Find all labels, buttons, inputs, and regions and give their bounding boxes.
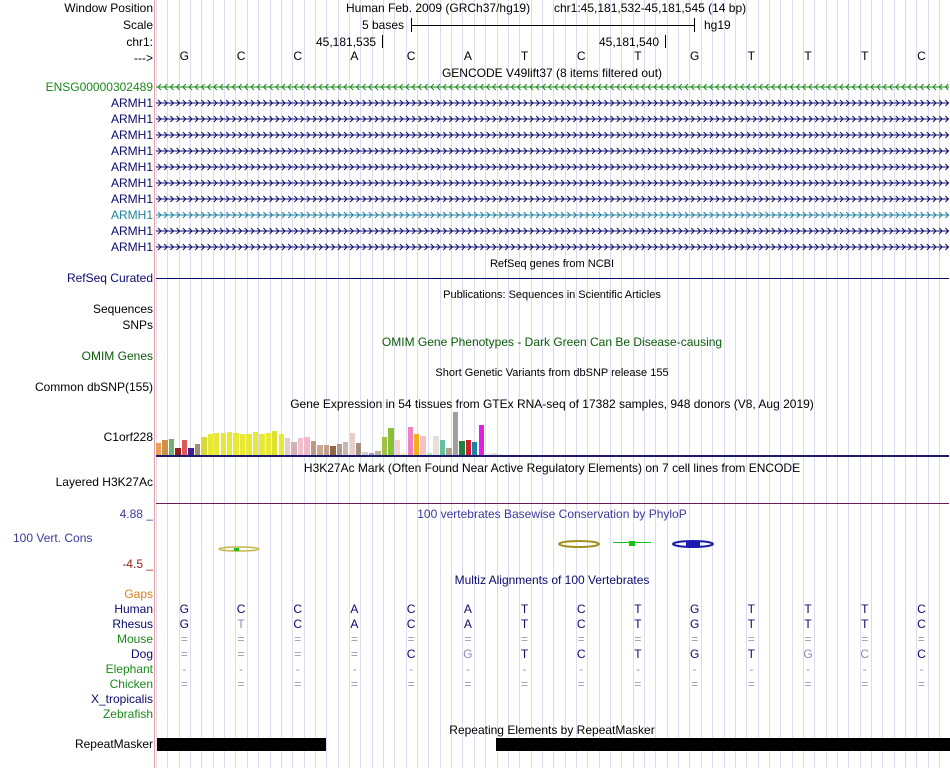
base-letter: G [179,49,190,63]
multiz-base: G [463,647,473,661]
multiz-base: A [350,602,359,616]
gencode-ensg-label[interactable]: ENSG00000302489 [45,80,153,94]
phylop-title: 100 vertebrates Basewise Conservation by PhyloP [417,507,687,521]
multiz-base: G [689,602,700,616]
gtex-bar[interactable] [162,440,167,455]
h3k27ac-line [156,503,949,504]
multiz-base: - [352,662,357,676]
multiz-base: T [520,617,529,631]
gtex-bar[interactable] [472,442,477,455]
strand-arrow: ---> [134,51,153,65]
h3k27ac-label[interactable]: Layered H3K27Ac [55,475,153,489]
gtex-bar[interactable] [395,440,400,455]
gtex-label[interactable]: C1orf228 [103,430,153,444]
base-letter: C [293,49,303,63]
gtex-bar[interactable] [201,437,206,455]
gtex-bar[interactable] [266,433,271,455]
multiz-base: - [522,662,527,676]
gencode-gene-track[interactable] [156,209,949,221]
coords-title: chr1:45,181,532-45,181,545 (14 bp) [554,1,747,15]
multiz-base: - [749,662,754,676]
publications-title: Publications: Sequences in Scientific Articles [443,289,661,301]
multiz-base: = [691,632,699,646]
gencode-gene-track[interactable] [156,225,949,237]
base-letter: C [236,49,246,63]
multiz-base: T [747,602,756,616]
multiz-base: T [634,647,642,661]
phylop-max: 4.88 _ [119,507,153,521]
repeat-block-2[interactable] [496,738,950,751]
gencode-title[interactable]: GENCODE V49lift37 (8 items filtered out) [441,66,663,80]
position-1: 45,181,535 [316,35,377,49]
gtex-bar[interactable] [466,440,471,455]
base-letter: A [463,49,472,63]
gtex-bar[interactable] [221,433,226,455]
multiz-base: C [236,602,246,616]
multiz-base: = [521,632,529,646]
multiz-base: = [634,632,642,646]
multiz-base: - [465,662,470,676]
multiz-base: = [237,647,245,661]
refseq-label[interactable]: RefSeq Curated [66,271,153,285]
multiz-base: C [576,647,586,661]
gtex-bar[interactable] [414,434,419,456]
scale-tick-right [694,18,695,32]
gencode-gene-label[interactable]: ARMH1 [110,240,153,254]
gtex-bar[interactable] [279,434,284,456]
scale-bar [411,25,694,26]
gencode-gene-track[interactable] [156,97,949,109]
gtex-bar-chart[interactable] [156,412,536,455]
multiz-base: = [804,677,812,691]
multiz-base: A [463,602,472,616]
multiz-base: T [237,617,245,631]
multiz-base: G [689,647,700,661]
gtex-bar[interactable] [317,445,322,455]
label-divider [154,0,155,768]
base-letter: G [689,49,700,63]
gencode-gene-label[interactable]: ARMH1 [110,96,153,110]
refseq-title: RefSeq genes from NCBI [489,258,615,270]
multiz-species-label[interactable]: Rhesus [112,617,153,631]
gtex-bar[interactable] [337,444,342,455]
gtex-bar[interactable] [285,438,290,455]
gtex-bar[interactable] [382,437,387,455]
multiz-species-label[interactable]: Dog [130,647,153,661]
multiz-species-label[interactable]: Human [114,602,153,616]
base-letter: T [804,49,812,63]
multiz-base: = [180,677,188,691]
multiz-base: = [691,677,699,691]
multiz-base: T [747,647,756,661]
repeatmasker-label[interactable]: RepeatMasker [74,737,153,751]
gtex-bar[interactable] [388,428,393,455]
multiz-base: = [917,677,925,691]
multiz-base: = [294,647,302,661]
multiz-base: - [862,662,867,676]
gtex-bar[interactable] [175,448,180,455]
multiz-base: C [406,647,416,661]
phylop-label[interactable]: 100 Vert. Cons [13,531,93,545]
gtex-bar[interactable] [169,439,174,455]
gtex-bar[interactable] [240,434,245,456]
multiz-base: = [464,632,472,646]
gencode-gene-track[interactable] [156,113,949,125]
gencode-gene-label[interactable]: ARMH1 [110,112,153,126]
multiz-base: = [407,632,415,646]
window-position-label: Window Position [64,1,153,15]
multiz-base: C [860,647,870,661]
multiz-base: = [747,677,755,691]
multiz-base: = [294,677,302,691]
gencode-gene-label[interactable]: ARMH1 [110,144,153,158]
scale-value: 5 bases [362,18,405,32]
multiz-base: A [350,617,359,631]
position-1-tick [382,35,383,48]
gtex-bar[interactable] [195,444,200,455]
gencode-gene-track[interactable] [156,241,949,253]
dbsnp-title: Short Genetic Variants from dbSNP release 155 [435,367,669,379]
multiz-base: = [804,632,812,646]
multiz-title: Multiz Alignments of 100 Vertebrates [454,573,650,587]
multiz-base: = [350,632,358,646]
base-letter: A [350,49,359,63]
multiz-base: G [179,602,190,616]
multiz-base: C [406,602,416,616]
gtex-bar[interactable] [479,425,484,455]
multiz-base: C [293,602,303,616]
gtex-bar[interactable] [343,442,348,455]
multiz-base: - [635,662,640,676]
multiz-base: C [576,602,586,616]
gtex-bar[interactable] [208,434,213,455]
gtex-bar[interactable] [214,433,219,455]
gtex-bar[interactable] [433,436,438,455]
omim-title: OMIM Gene Phenotypes - Dark Green Can Be Disease-causing [381,335,723,349]
multiz-base: T [804,602,812,616]
gtex-bar[interactable] [453,412,458,455]
phylop-mark-7 [686,542,700,546]
dbsnp-label[interactable]: Common dbSNP(155) [34,380,153,394]
multiz-base: = [237,632,245,646]
gtex-bar[interactable] [311,441,316,455]
multiz-base: C [917,602,926,616]
multiz-base: A [463,617,472,631]
base-letter: T [520,49,529,63]
gencode-gene-track[interactable] [156,193,949,205]
multiz-base: T [861,602,869,616]
phylop-mark-5 [629,541,635,546]
base-letter: T [747,49,756,63]
assembly-title: Human Feb. 2009 (GRCh37/hg19) [346,1,531,15]
multiz-base: T [520,647,529,661]
gencode-gene-label[interactable]: ARMH1 [110,160,153,174]
multiz-species-label[interactable]: Chicken [109,677,153,691]
base-letter: T [634,49,642,63]
phylop-min: -4.5 _ [122,557,153,571]
gtex-bar[interactable] [156,443,161,455]
multiz-base: = [577,677,585,691]
gtex-bar[interactable] [259,434,264,455]
multiz-base: = [294,632,302,646]
position-2: 45,181,540 [599,35,660,49]
gencode-gene-label[interactable]: ARMH1 [110,176,153,190]
gencode-gene-label[interactable]: ARMH1 [110,192,153,206]
multiz-base: = [521,677,529,691]
multiz-species-label[interactable]: Mouse [116,632,153,646]
phylop-mark-2 [234,548,239,551]
gtex-bar[interactable] [227,432,232,455]
multiz-base: - [295,662,300,676]
repeatmasker-title: Repeating Elements by RepeatMasker [449,723,655,737]
multiz-base: T [861,617,869,631]
multiz-species-label[interactable]: X_tropicalis [90,692,153,706]
gtex-bar[interactable] [350,433,355,455]
multiz-base: - [692,662,697,676]
gtex-bar[interactable] [440,440,445,455]
base-letter: C [917,49,926,63]
multiz-base: T [804,617,812,631]
refseq-line[interactable] [156,278,949,279]
gencode-gene-track[interactable] [156,177,949,189]
multiz-base: G [689,617,700,631]
gtex-bar[interactable] [253,432,258,455]
gtex-bar[interactable] [272,431,277,455]
multiz-base: C [406,617,416,631]
gtex-bar[interactable] [408,427,413,455]
gencode-gene-track[interactable] [156,161,949,173]
gtex-baseline [156,455,949,457]
multiz-base: - [579,662,584,676]
gtex-bar[interactable] [188,448,193,455]
multiz-base: - [919,662,924,676]
multiz-base: T [747,617,756,631]
multiz-base: T [634,617,642,631]
multiz-base: = [861,632,869,646]
multiz-base: C [293,617,303,631]
gtex-bar[interactable] [324,445,329,455]
gtex-bar[interactable] [298,438,303,455]
base-letter: T [861,49,869,63]
position-2-tick [665,35,666,48]
base-letter: C [576,49,586,63]
multiz-base: C [917,647,926,661]
gencode-gene-label[interactable]: ARMH1 [110,208,153,222]
gtex-bar[interactable] [330,446,335,455]
multiz-base: T [520,602,529,616]
gtex-bar[interactable] [356,443,361,455]
multiz-base: = [180,632,188,646]
multiz-base: C [917,617,926,631]
phylop-mark-3 [559,541,599,547]
multiz-species-label[interactable]: Elephant [105,662,153,676]
gtex-title: Gene Expression in 54 tissues from GTEx RNA-seq of 17382 samples, 948 donors (V8, Aug 2019) [290,397,814,411]
gencode-ensg-track[interactable] [156,81,949,93]
gtex-bar[interactable] [291,442,296,455]
gtex-bar[interactable] [233,433,238,455]
publications-label[interactable]: Sequences [92,302,153,316]
multiz-base: - [182,662,187,676]
multiz-base: C [576,617,586,631]
multiz-base: = [237,677,245,691]
multiz-base: = [407,677,415,691]
scale-label: Scale [122,18,153,32]
phylop-logos [156,536,950,556]
multiz-base: = [464,677,472,691]
gtex-bar[interactable] [246,434,251,456]
chrom-label: chr1: [126,35,153,49]
gencode-gene-label[interactable]: ARMH1 [110,224,153,238]
gtex-bar[interactable] [459,441,464,455]
gtex-bar[interactable] [446,448,451,455]
multiz-base: - [409,662,414,676]
gencode-gene-track[interactable] [156,129,949,141]
multiz-base: = [634,677,642,691]
snps-label[interactable]: SNPs [122,318,153,332]
repeat-block-1[interactable] [157,738,326,751]
scale-tick-left [411,18,412,32]
base-letter: C [406,49,416,63]
multiz-base: - [239,662,244,676]
multiz-base: = [577,632,585,646]
multiz-base: T [634,602,642,616]
multiz-base: - [806,662,811,676]
multiz-species-label[interactable]: Zebrafish [102,707,153,721]
multiz-base: = [350,647,358,661]
gtex-bar[interactable] [182,440,187,455]
gencode-gene-label[interactable]: ARMH1 [110,128,153,142]
multiz-base: = [747,632,755,646]
multiz-base: = [180,647,188,661]
gencode-gene-track[interactable] [156,145,949,157]
h3k27ac-title: H3K27Ac Mark (Often Found Near Active Regulatory Elements) on 7 cell lines from ENCODE [303,461,801,475]
omim-label[interactable]: OMIM Genes [81,349,153,363]
multiz-base: = [917,632,925,646]
gaps-label[interactable]: Gaps [124,587,153,601]
gtex-bar[interactable] [420,436,425,455]
multiz-base: = [350,677,358,691]
multiz-base: = [861,677,869,691]
multiz-base: G [179,617,190,631]
scale-db: hg19 [704,18,731,32]
multiz-base: G [803,647,813,661]
gtex-bar[interactable] [304,437,309,455]
